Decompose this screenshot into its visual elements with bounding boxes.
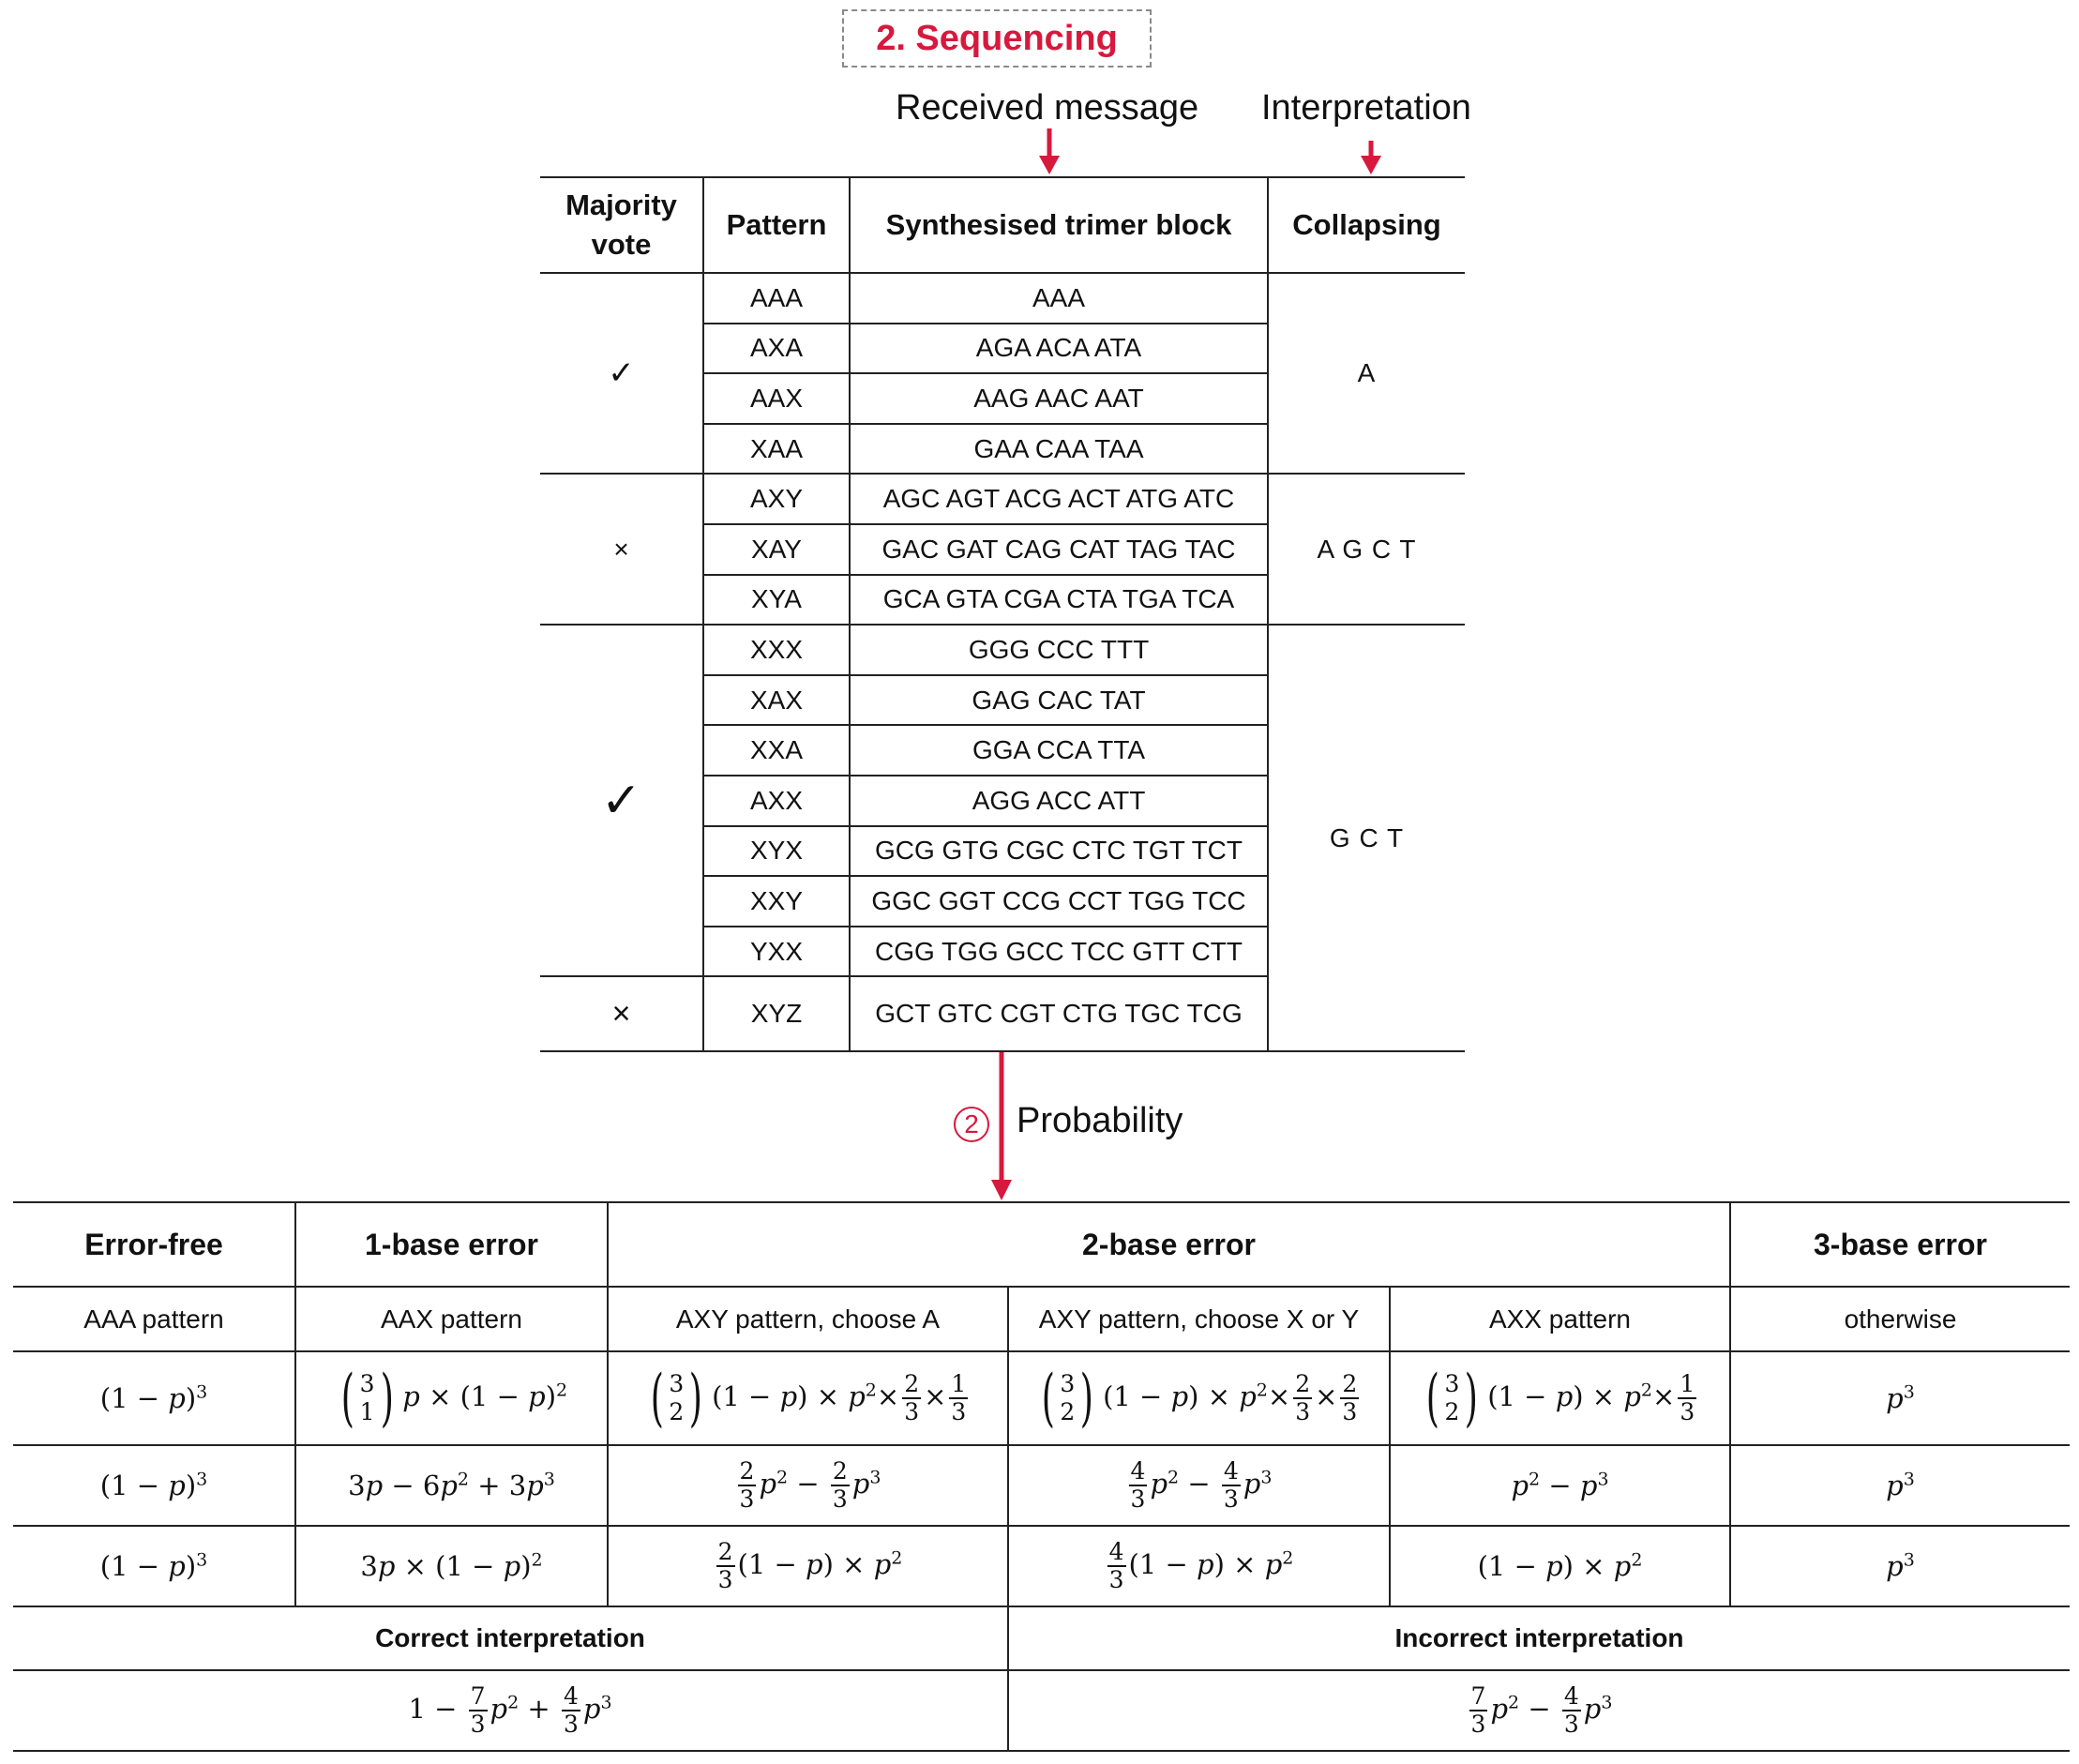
trimer-block-cell: AGC AGT ACG ACT ATG ATC: [850, 474, 1268, 524]
header-1-base-error: 1-base error: [295, 1202, 608, 1287]
sequencing-header-row: [540, 177, 1465, 273]
pattern-cell: XXX: [703, 625, 850, 675]
vote-check-icon: ✓: [540, 625, 703, 976]
formula-cell: [295, 1351, 608, 1445]
pattern-cell: AXY: [703, 474, 850, 524]
interpretation-value-row: [13, 1670, 2070, 1751]
pattern-cell: XYX: [703, 826, 850, 877]
trimer-block-cell: AGG ACC ATT: [850, 776, 1268, 826]
table-row: [540, 273, 1465, 324]
pattern-cell: YXX: [703, 927, 850, 977]
formula-cell: [608, 1526, 1008, 1606]
formula: $p^2 - p^3$: [1511, 1469, 1609, 1502]
formula-cell: [13, 1445, 295, 1526]
pattern-cell: XXY: [703, 876, 850, 927]
pattern-cell: XYZ: [703, 976, 850, 1051]
header-collapsing: Collapsing: [1268, 177, 1465, 273]
trimer-block-cell: AAG AAC AAT: [850, 373, 1268, 424]
pattern-cell: AAA: [703, 273, 850, 324]
formula: ( 3 2 ) $(1 - p) \times p^2\times$ $\frac{2}{3}$ × $\frac{1}{3}$: [650, 1362, 967, 1434]
formula: ( 3 2 ) $(1 - p) \times p^2\times$ $\frac{1}{3}$: [1425, 1362, 1695, 1434]
formula-cell: [1730, 1445, 2070, 1526]
step-number-digit: 2: [964, 1109, 979, 1138]
probability-arrow: [991, 1051, 1012, 1200]
formula-cell: [608, 1351, 1008, 1445]
trimer-block-cell: CGG TGG GCC TCC GTT CTT: [850, 927, 1268, 977]
formula-row: [13, 1351, 2070, 1445]
step-number-badge: [954, 1107, 989, 1142]
trimer-block-cell: AGA ACA ATA: [850, 324, 1268, 374]
pattern-cell: AAX: [703, 373, 850, 424]
vote-check-icon: ✓: [540, 273, 703, 474]
formula-cell: [1390, 1445, 1730, 1526]
formula: $\frac{7}{3}$ $p^2$ − $\frac{4}{3}$ $p^3$: [1470, 1682, 1613, 1738]
received-arrow: [1039, 128, 1060, 174]
formula-cell: [608, 1445, 1008, 1526]
pattern-cell: XXA: [703, 725, 850, 776]
vote-cross-icon: ×: [540, 474, 703, 625]
received-message-label: Received message: [896, 88, 1199, 128]
pattern-cell: AXX: [703, 776, 850, 826]
incorrect-interpretation-formula: [1008, 1670, 2070, 1751]
interpretation-header-row: [13, 1606, 2070, 1670]
pattern-cell: XAY: [703, 524, 850, 575]
formula-cell: [1730, 1526, 2070, 1606]
interpretation-arrow: [1361, 141, 1381, 174]
interpretation-label: Interpretation: [1261, 88, 1471, 128]
formula-cell: [13, 1526, 295, 1606]
trimer-block-cell: GAG CAC TAT: [850, 675, 1268, 726]
header-error-free: Error-free: [13, 1202, 295, 1287]
formula: $\frac{4}{3}$ $(1 - p) \times p^2$: [1108, 1538, 1294, 1593]
trimer-block-cell: GAA CAA TAA: [850, 424, 1268, 475]
collapse-cell: A: [1268, 273, 1465, 474]
formula: $\frac{2}{3}$ $(1 - p) \times p^2$: [717, 1538, 903, 1593]
sequencing-table: [540, 176, 1465, 1052]
formula: $(1 - p)^3$: [99, 1469, 208, 1502]
stage-title: 2. Sequencing: [842, 9, 1152, 68]
header-majority-vote: Majority vote: [540, 177, 703, 273]
header-2-base-error: 2-base error: [608, 1202, 1730, 1287]
header-3-base-error: 3-base error: [1730, 1202, 2070, 1287]
trimer-block-cell: GGC GGT CCG CCT TGG TCC: [850, 876, 1268, 927]
pattern-label: AXY pattern, choose X or Y: [1008, 1287, 1390, 1351]
vote-cross-icon: ×: [540, 976, 703, 1051]
trimer-block-cell: GGA CCA TTA: [850, 725, 1268, 776]
formula: $(1 - p)^3$: [99, 1381, 208, 1415]
formula: $\frac{4}{3}$ $p^2$ − $\frac{4}{3}$ $p^3$: [1130, 1457, 1273, 1513]
probability-table: [13, 1201, 2070, 1752]
correct-interpretation-label: Correct interpretation: [13, 1606, 1008, 1670]
trimer-block-cell: GCT GTC CGT CTG TGC TCG: [850, 976, 1268, 1051]
formula-cell: [1008, 1445, 1390, 1526]
pattern-label: AXX pattern: [1390, 1287, 1730, 1351]
formula-row: [13, 1445, 2070, 1526]
formula-cell: [295, 1445, 608, 1526]
pattern-cell: XAA: [703, 424, 850, 475]
formula-cell: [295, 1526, 608, 1606]
formula-cell: [13, 1351, 295, 1445]
formula: $\frac{2}{3}$ $p^2$ − $\frac{2}{3}$ $p^3$: [739, 1457, 881, 1513]
trimer-block-cell: GGG CCC TTT: [850, 625, 1268, 675]
formula: ( 3 2 ) $(1 - p) \times p^2\times$ $\frac{2}{3}$ × $\frac{2}{3}$: [1041, 1362, 1358, 1434]
header-pattern: Pattern: [703, 177, 850, 273]
formula: $p^3$: [1886, 1381, 1915, 1415]
pattern-cell: XYA: [703, 575, 850, 626]
trimer-block-cell: GCG GTG CGC CTC TGT TCT: [850, 826, 1268, 877]
trimer-block-cell: AAA: [850, 273, 1268, 324]
formula: $3p \times (1 - p)^2$: [360, 1549, 543, 1583]
formula-row: [13, 1526, 2070, 1606]
pattern-label: otherwise: [1730, 1287, 2070, 1351]
collapse-cell: G C T: [1268, 625, 1465, 1051]
correct-interpretation-formula: [13, 1670, 1008, 1751]
header-trimer-block: Synthesised trimer block: [850, 177, 1268, 273]
formula: $3p - 6p^2 + 3p^3$: [348, 1469, 555, 1502]
formula-cell: [1730, 1351, 2070, 1445]
formula: $p^3$: [1886, 1549, 1915, 1583]
formula: $(1 - p)^3$: [99, 1549, 208, 1583]
collapse-cell: A G C T: [1268, 474, 1465, 625]
pattern-label: AAX pattern: [295, 1287, 608, 1351]
formula-cell: [1008, 1526, 1390, 1606]
pattern-cell: AXA: [703, 324, 850, 374]
incorrect-interpretation-label: Incorrect interpretation: [1008, 1606, 2070, 1670]
pattern-label: AXY pattern, choose A: [608, 1287, 1008, 1351]
formula: 1 − $\frac{7}{3}$ $p^2$ + $\frac{4}{3}$ $p^3$: [408, 1682, 612, 1738]
probability-label: Probability: [1017, 1101, 1183, 1140]
pattern-cell: XAX: [703, 675, 850, 726]
formula-cell: [1390, 1526, 1730, 1606]
formula: ( 3 1 ) $p \times (1 - p)^2$: [340, 1362, 568, 1434]
pattern-row: [13, 1287, 2070, 1351]
formula: $p^3$: [1886, 1469, 1915, 1502]
table-row: [540, 625, 1465, 675]
trimer-block-cell: GAC GAT CAG CAT TAG TAC: [850, 524, 1268, 575]
formula-cell: [1008, 1351, 1390, 1445]
pattern-label: AAA pattern: [13, 1287, 295, 1351]
trimer-block-cell: GCA GTA CGA CTA TGA TCA: [850, 575, 1268, 626]
table-row: [540, 474, 1465, 524]
formula: $(1 - p) \times p^2$: [1477, 1549, 1643, 1583]
probability-header-row: [13, 1202, 2070, 1287]
formula-cell: [1390, 1351, 1730, 1445]
